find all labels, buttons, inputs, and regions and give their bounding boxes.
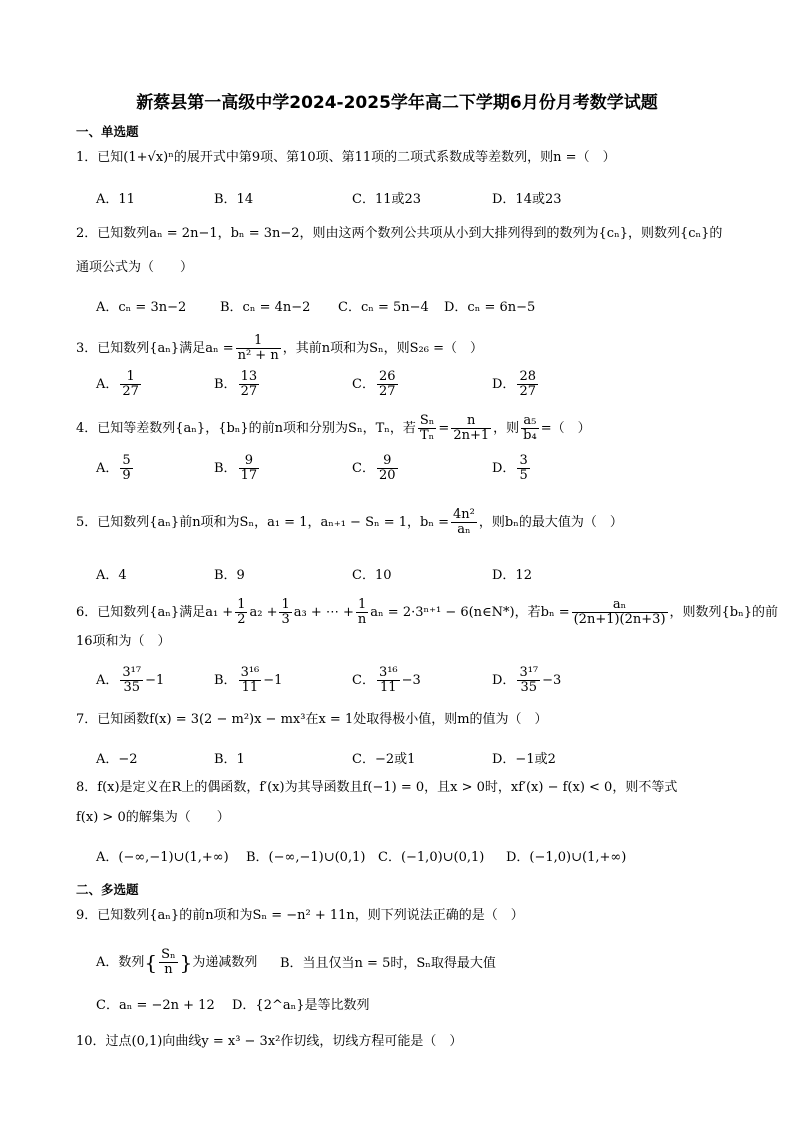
q9-option-b[interactable]: B．当且仅当n = 5时，Sₙ取得最大值: [280, 956, 496, 971]
question-9-stem: 9．已知数列{aₙ}的前n项和为Sₙ = −n² + 11n，则下列说法正确的是（ ）: [76, 908, 524, 923]
q6-option-c[interactable]: C． $\frac{\text{3¹⁶}}{11}$ −3: [352, 665, 421, 695]
q6-option-a[interactable]: A． $\frac{\text{3¹⁷}}{35}$ −1: [96, 665, 165, 695]
q3-fraction: [236, 334, 281, 363]
question-1-stem: 1．已知(1+√x)ⁿ的展开式中第9项、第10项、第11项的二项式系数成等差数列，则n =（ ）: [76, 150, 616, 165]
q5-option-c[interactable]: C．10: [352, 568, 392, 583]
q9-option-d[interactable]: D．{2^aₙ}是等比数列: [232, 998, 370, 1013]
q5-option-b[interactable]: B．9: [214, 568, 245, 583]
question-5-stem: [76, 508, 726, 537]
q8-option-b[interactable]: B．(−∞,−1)∪(0,1): [246, 850, 366, 865]
q6-option-b[interactable]: B． $\frac{\text{3¹⁶}}{11}$ −1: [214, 665, 283, 695]
q4-option-d[interactable]: D． $\frac{3}{5}$: [492, 453, 528, 483]
q7-option-b[interactable]: B．1: [214, 752, 245, 767]
q7-option-d[interactable]: D．−1或2: [492, 752, 556, 767]
q1-option-d[interactable]: D．14或23: [492, 192, 562, 207]
question-7-stem: 7．已知函数f(x) = 3(2 − m²)x − mx³在x = 1处取得极小值，则m的值为（ ）: [76, 712, 548, 727]
question-8-stem-line2: f(x) > 0的解集为（ ）: [76, 810, 230, 825]
q8-option-d[interactable]: D．(−1,0)∪(1,+∞): [506, 850, 627, 865]
q4-fraction-n: $\frac{n}{2n+1}$: [453, 413, 490, 443]
q3-stem-part-a: 3．已知数列{aₙ}满足aₙ =: [76, 341, 234, 356]
q3-option-b[interactable]: B． $\frac{13}{27}$: [214, 369, 258, 399]
q2-option-c[interactable]: C．cₙ = 5n−4: [338, 300, 429, 315]
question-3-stem: [76, 334, 726, 363]
q5-option-d[interactable]: D．12: [492, 568, 532, 583]
q3-fraction-numerator: 1: [236, 334, 281, 349]
q1-option-a[interactable]: A．11: [96, 192, 135, 207]
q4-option-c[interactable]: C． $\frac{9}{20}$: [352, 453, 396, 483]
q2-option-b[interactable]: B．cₙ = 4n−2: [220, 300, 311, 315]
q3-option-a[interactable]: A． $\frac{1}{27}$: [96, 369, 139, 399]
q8-option-a[interactable]: A．(−∞,−1)∪(1,+∞): [96, 850, 229, 865]
question-4-stem: 4．已知等差数列{aₙ}，{bₙ}的前n项和分别为Sₙ，Tₙ，若 $\frac{\text{Sₙ}}{\text{Tₙ}}$ = $\frac{n}{2n+1}$ ，则 $\frac{\text{a₅}}{\text{b₄}}$ =（ ）: [76, 413, 591, 443]
question-2-stem: 2．已知数列aₙ = 2n−1，bₙ = 3n−2，则由这两个数列公共项从小到大排列得到的数列为{cₙ}，则数列{cₙ}的: [76, 226, 723, 241]
q4-option-a[interactable]: A． $\frac{5}{9}$: [96, 453, 131, 483]
q4-fraction-s-t: $\frac{\text{Sₙ}}{\text{Tₙ}}$: [419, 413, 435, 443]
q7-option-a[interactable]: A．−2: [96, 752, 138, 767]
q1-option-c[interactable]: C．11或23: [352, 192, 422, 207]
q5-stem-part-a: 5．已知数列{aₙ}前n项和为Sₙ，a₁ = 1，aₙ₊₁ − Sₙ = 1，bₙ =: [76, 515, 450, 530]
page-title: 新蔡县第一高级中学2024-2025学年高二下学期6月份月考数学试题: [136, 93, 658, 113]
question-10-stem: 10．过点(0,1)向曲线y = x³ − 3x²作切线，切线方程可能是（ ）: [76, 1034, 463, 1049]
q5-stem-part-b: ，则bₙ的最大值为（ ）: [478, 515, 623, 530]
q1-option-b[interactable]: B．14: [214, 192, 254, 207]
q6-option-d[interactable]: D． $\frac{\text{3¹⁷}}{35}$ −3: [492, 665, 562, 695]
q5-option-a[interactable]: A．4: [96, 568, 127, 583]
q7-option-c[interactable]: C．−2或1: [352, 752, 416, 767]
q3-option-d[interactable]: D． $\frac{28}{27}$: [492, 369, 536, 399]
question-6-stem-line2: 16项和为（ ）: [76, 634, 171, 649]
question-2-stem-line2: 通项公式为（ ）: [76, 260, 194, 275]
question-6-stem: 6．已知数列{aₙ}满足a₁ + $\frac{1}{2}$ a₂ + $\frac{1}{3}$ a₃ + ⋯ + $\frac{1}{n}$ aₙ = 2·3ⁿ⁺¹ − 6(n∈N*)，若bₙ = $\frac{\text{aₙ}}{(2n+1)(2n+3)}$ ，则数列{bₙ}的前: [76, 597, 779, 627]
q3-fraction-denominator: n² + n: [237, 348, 279, 363]
q9-option-a[interactable]: A．数列{ $\frac{\text{Sₙ}}{n}$ }为递减数列: [96, 947, 258, 977]
question-8-stem: 8．f(x)是定义在R上的偶函数，f′(x)为其导函数且f(−1) = 0，且x > 0时，xf′(x) − f(x) < 0，则不等式: [76, 780, 678, 795]
section-heading-multiple-choice: 二、多选题: [76, 882, 139, 897]
q8-option-c[interactable]: C．(−1,0)∪(0,1): [378, 850, 485, 865]
q4-stem-part-a: 4．已知等差数列{aₙ}，{bₙ}的前n项和分别为Sₙ，Tₙ，若: [76, 421, 416, 436]
q4-option-b[interactable]: B． $\frac{9}{17}$: [214, 453, 258, 483]
q3-stem-part-b: ，其前n项和为Sₙ，则S₂₆ =（ ）: [282, 341, 483, 356]
q6-stem-part-a: 6．已知数列{aₙ}满足a₁ +: [76, 605, 234, 620]
q2-option-d[interactable]: D．cₙ = 6n−5: [444, 300, 536, 315]
q3-option-c[interactable]: C． $\frac{26}{27}$: [352, 369, 396, 399]
q5-fraction: $\frac{\text{4n²}}{\text{aₙ}}$: [453, 507, 475, 537]
section-heading-single-choice: 一、单选题: [76, 124, 139, 139]
q6-fraction-b: $\frac{\text{aₙ}}{(2n+1)(2n+3)}$: [573, 597, 666, 627]
q9-option-c[interactable]: C．aₙ = −2n + 12: [96, 998, 215, 1013]
q2-option-a[interactable]: A．cₙ = 3n−2: [96, 300, 187, 315]
q4-fraction-a-b: $\frac{\text{a₅}}{\text{b₄}}$: [523, 413, 537, 443]
